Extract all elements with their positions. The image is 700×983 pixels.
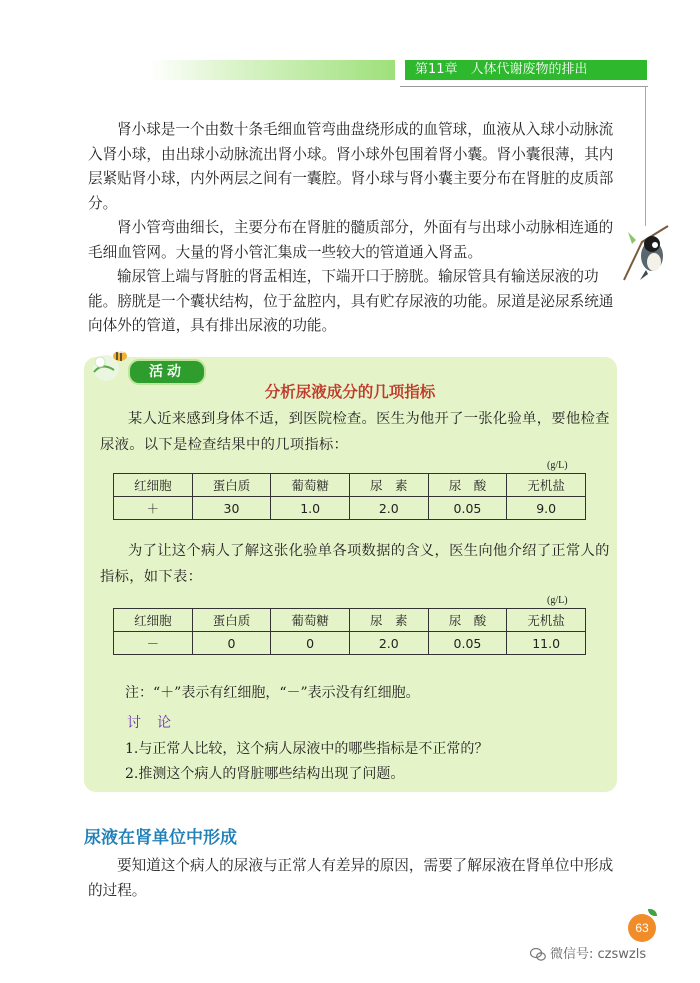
header-cell: 无机盐 <box>507 609 586 632</box>
paragraph-text: 输尿管上端与肾脏的肾盂相连，下端开口于膀胱。输尿管具有输送尿液的功能。膀胱是一个囊状结构，位于盆腔内，具有贮存尿液的功能。尿道是泌尿系统通向体外的管道，具有排出尿液的功能。 <box>88 268 614 334</box>
header-cell: 尿 酸 <box>428 609 507 632</box>
activity-title: 分析尿液成分的几项指标 <box>264 382 436 401</box>
value-cell: － <box>114 632 193 655</box>
value-cell: 0.05 <box>428 632 507 655</box>
value-cell: 2.0 <box>349 497 428 520</box>
header-cell: 蛋白质 <box>192 474 271 497</box>
header-cell: 蛋白质 <box>192 609 271 632</box>
paragraph-text: 肾小管弯曲细长，主要分布在肾脏的髓质部分，外面有与出球小动脉相连通的毛细血管网。大量的肾小管汇集成一些较大的管道通入肾盂。 <box>88 219 614 261</box>
value-cell: ＋ <box>114 497 193 520</box>
header-cell: 葡萄糖 <box>271 609 350 632</box>
margin-rule <box>645 86 646 226</box>
table-row <box>114 632 586 655</box>
activity-intro: 某人近来感到身体不适，到医院检查。医生为他开了一张化验单，要他检查尿液。以下是检查结果中的几项指标： <box>100 411 610 453</box>
table-row <box>114 497 586 520</box>
patient-table <box>113 473 586 520</box>
value-cell: 2.0 <box>349 632 428 655</box>
paragraph-tubule <box>88 216 618 265</box>
watermark-text: 微信号: czswzls <box>550 947 647 962</box>
value-cell: 9.0 <box>507 497 586 520</box>
header-cell: 无机盐 <box>507 474 586 497</box>
discussion-question: 1.与正常人比较，这个病人尿液中的哪些指标是不正常的？ <box>125 741 489 757</box>
paragraph-text: 肾小球是一个由数十条毛细血管弯曲盘绕形成的血管球，血液从入球小动脉流入肾小球，由出球小动脉流出肾小球。肾小球外包围着肾小囊。肾小囊很薄，其内层紧贴肾小球，内外两层之间有一囊腔。肾小球与肾小囊主要分布在肾脏的皮质部分。 <box>88 121 614 212</box>
watermark <box>530 943 646 962</box>
value-cell: 0 <box>271 632 350 655</box>
paragraph-ureter <box>88 265 618 339</box>
unit-label-2: (g/L) <box>547 595 568 606</box>
normal-table <box>113 608 586 655</box>
discussion-heading: 讨论 <box>127 715 187 731</box>
value-cell: 11.0 <box>507 632 586 655</box>
paragraph-text: 要知道这个病人的尿液与正常人有差异的原因，需要了解尿液在肾单位中形成的过程。 <box>88 857 614 899</box>
discussion-question: 2.推测这个病人的肾脏哪些结构出现了问题。 <box>125 766 405 782</box>
bird-illustration <box>622 222 670 282</box>
section-paragraph <box>88 854 618 903</box>
chapter-title: 第11章 人体代谢废物的排出 <box>405 60 647 80</box>
header-cell: 红细胞 <box>114 474 193 497</box>
activity-middle: 为了让这个病人了解这张化验单各项数据的含义，医生向他介绍了正常人的指标，如下表： <box>100 543 610 585</box>
header-cell: 红细胞 <box>114 609 193 632</box>
activity-badge: 活动 <box>128 359 206 385</box>
bee-flower-icon <box>88 342 134 384</box>
unit-label-1: (g/L) <box>547 460 568 471</box>
value-cell: 30 <box>192 497 271 520</box>
value-cell: 0 <box>192 632 271 655</box>
wechat-icon <box>530 948 546 961</box>
header-cell: 尿 素 <box>349 474 428 497</box>
table-note: 注：“＋”表示有红细胞，“－”表示没有红细胞。 <box>125 685 420 701</box>
table-header-row <box>114 474 586 497</box>
leaf-icon <box>648 909 657 916</box>
value-cell: 1.0 <box>271 497 350 520</box>
paragraph-glomerulus <box>88 118 618 216</box>
header-cell: 尿 酸 <box>428 474 507 497</box>
header-cell: 葡萄糖 <box>271 474 350 497</box>
table-header-row <box>114 609 586 632</box>
header-gradient-bar <box>150 60 395 80</box>
value-cell: 0.05 <box>428 497 507 520</box>
page-number: 63 <box>628 914 656 942</box>
header-cell: 尿 素 <box>349 609 428 632</box>
header-rule <box>400 86 648 87</box>
section-heading: 尿液在肾单位中形成 <box>84 828 237 848</box>
